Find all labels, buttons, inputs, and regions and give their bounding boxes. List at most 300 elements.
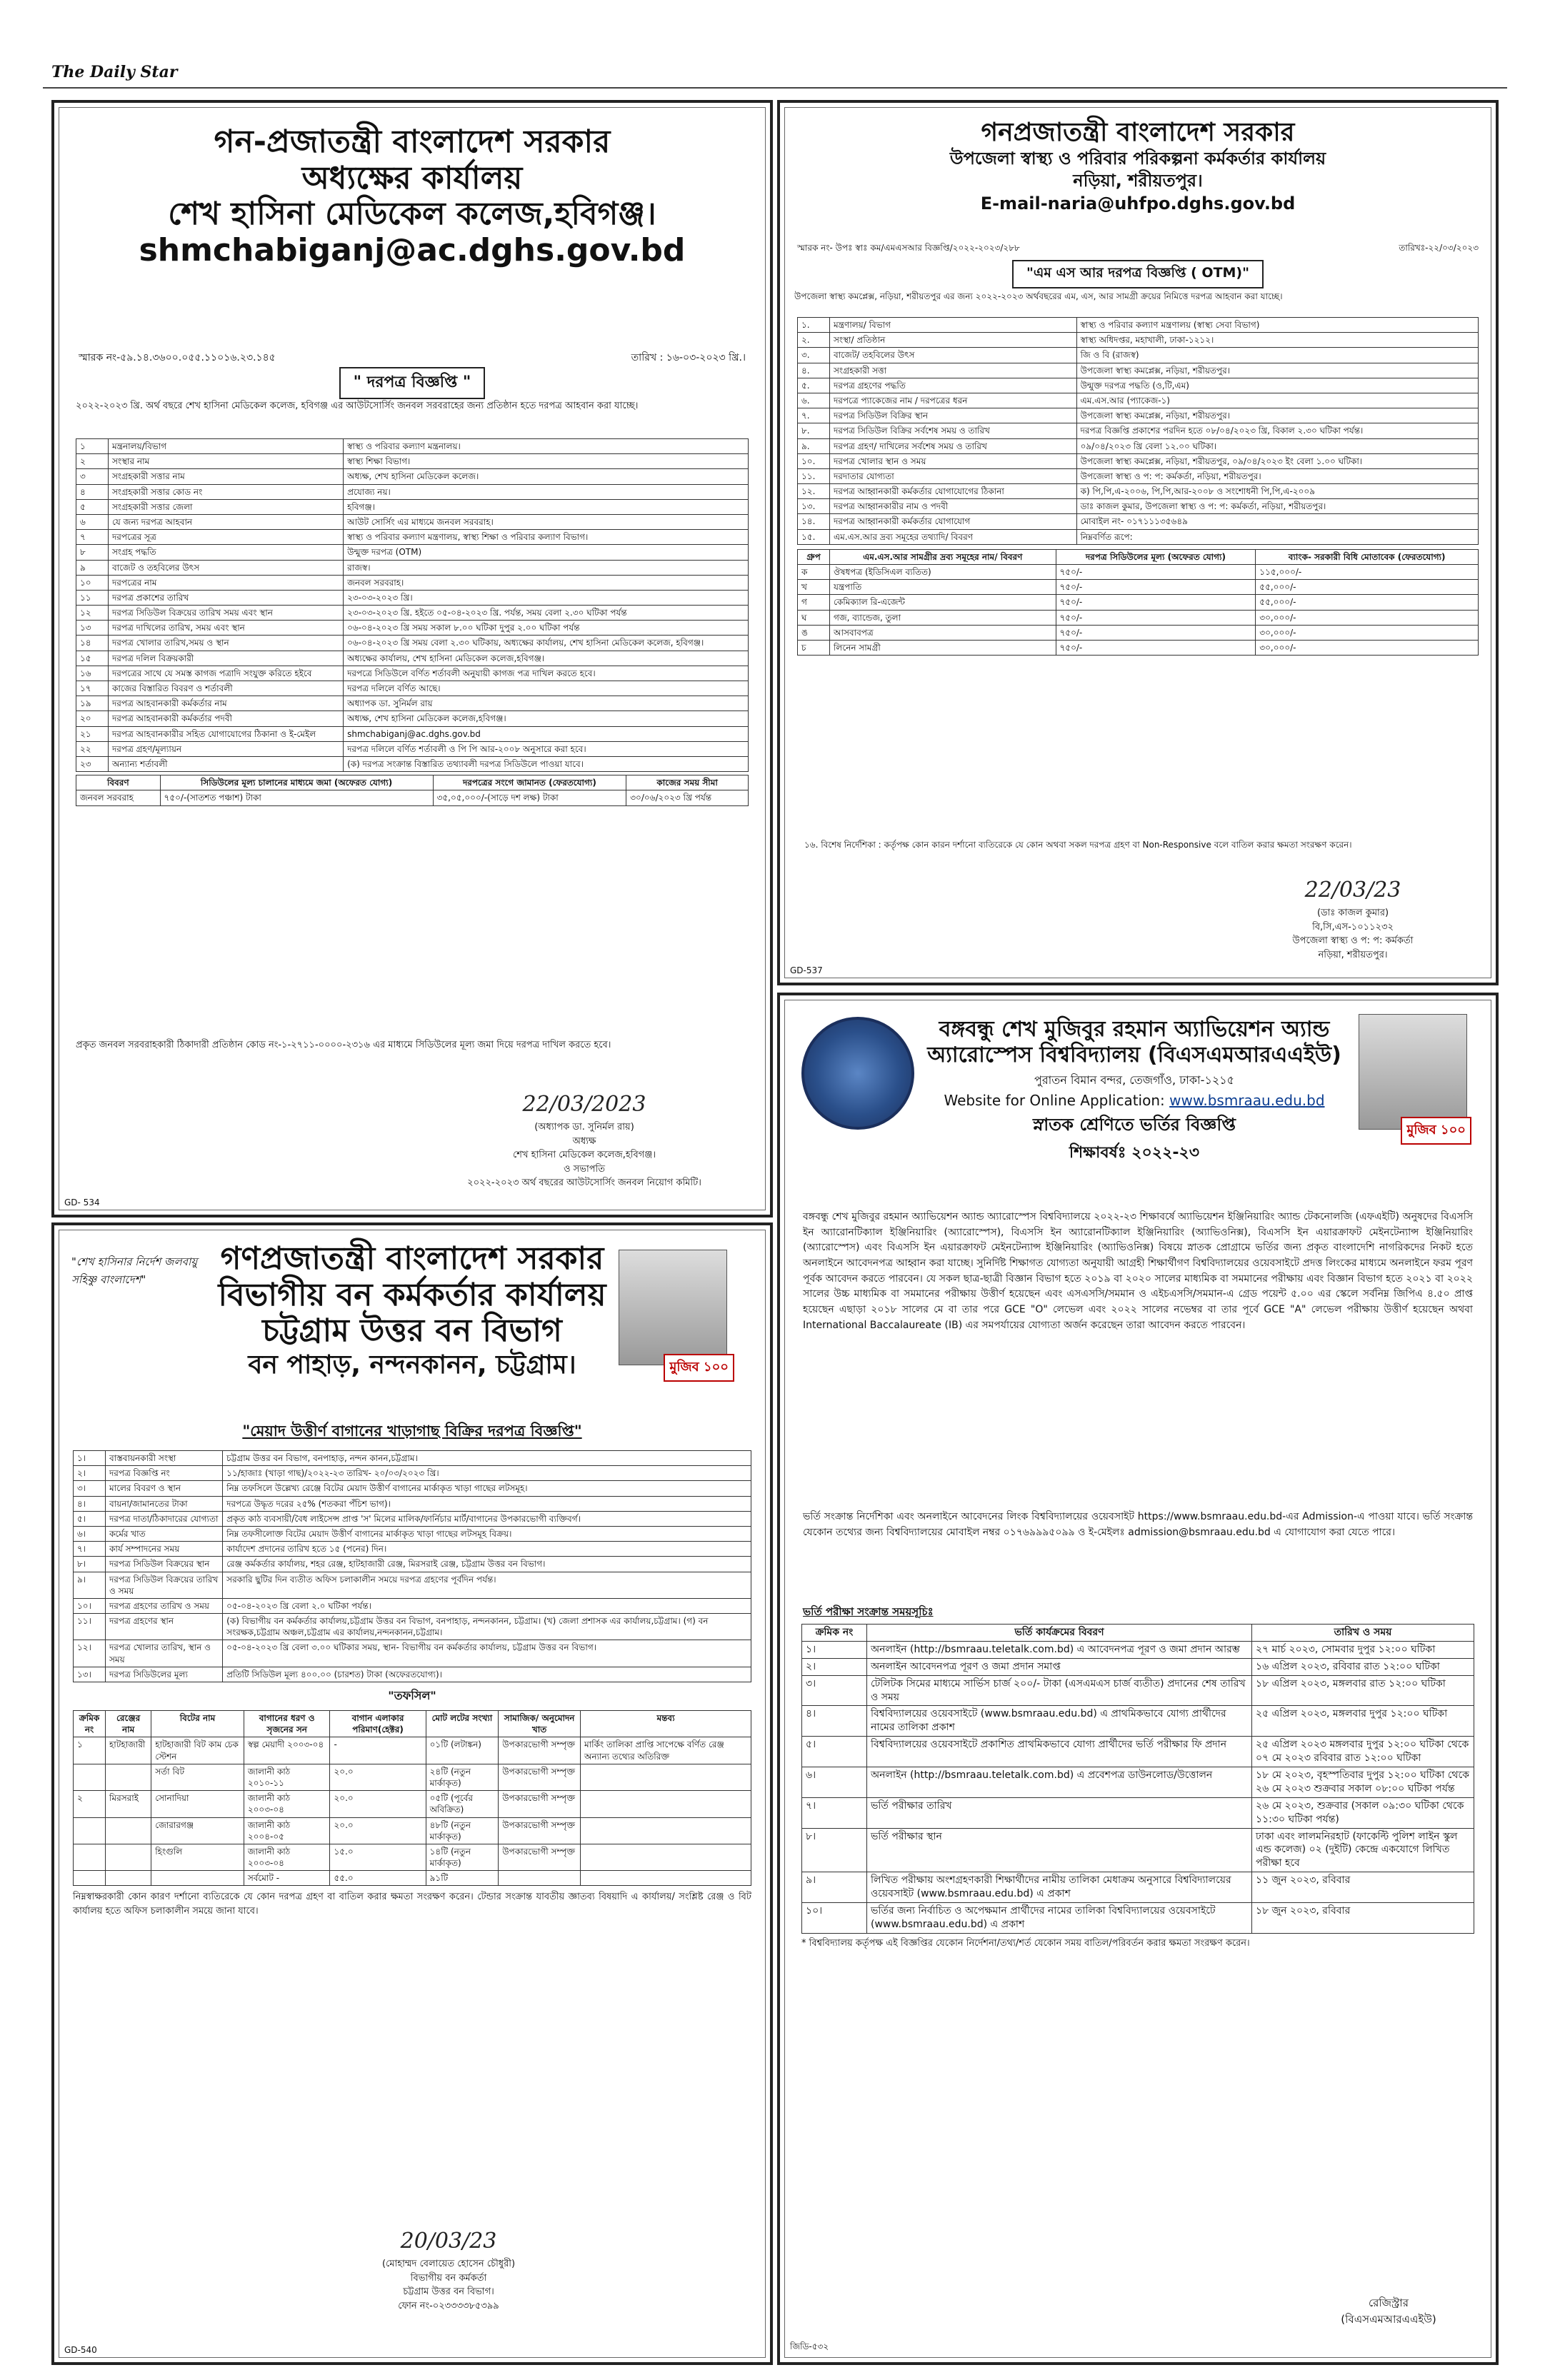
ad1-table-row-cell: দরপত্র প্রকাশের তারিখ (109, 590, 344, 605)
ad2-table-row-cell: ৮. (798, 423, 830, 438)
ad1-signature-line: (অধ্যাপক ডা. সুনির্মল রায়) (534, 1122, 634, 1133)
ad3-table-row (74, 1667, 751, 1682)
ad2-table-row-cell: দরপত্র সিডিউল বিক্রির স্থান (830, 408, 1077, 423)
ad2-intro: উপজেলা স্বাস্থ্য কমপ্লেক্স, নড়িয়া, শরীয়তপুর এর জন্য ২০২২-২০২৩ অর্থবছরের এম, এস, আর সামগ্রী ক্রয়ের নিমিত্তে দরপত্র আহবান করা যাচ্ছে। (794, 291, 1283, 301)
ad4-schedule-row-cell: ১৮ এপ্রিল ২০২৩, মঙ্গলবার রাত ১২:০০ ঘটিকা (1252, 1675, 1474, 1706)
ad3-table-row-cell: সরকারি ছুটির দিন ব্যতীত অফিস চলাকালীন সময়ে দরপত্র গ্রহণের পূর্বদিন পর্যন্ত। (223, 1572, 751, 1598)
ad2-items-table (797, 549, 1479, 656)
ad1-table-row-cell: ৮ (76, 545, 109, 560)
ad3-schedule-head: মন্তব্য (581, 1711, 751, 1737)
ad1-table-row-cell: দরপত্র খোলার তারিখ,সময় ও স্থান (109, 636, 344, 651)
ad3-schedule-row-cell: জালানী কাঠ ২০১০-১১ (244, 1764, 330, 1790)
ad4-schedule-row-cell: ভর্তি পরীক্ষার তারিখ (867, 1797, 1252, 1828)
ad2-signature-line: (ডাঃ কাজল কুমার) (1316, 908, 1389, 918)
ad1-details-table (76, 438, 749, 772)
ad4-schedule-row-cell: ২৬ মে ২০২৩, শুক্রবার (সকাল ০৯:৩০ ঘটিকা থেকে ১১:৩০ ঘটিকা পর্যন্ত) (1252, 1797, 1474, 1828)
ad1-table-row (76, 439, 749, 454)
ad1-fee-head: বিবরণ (76, 775, 161, 790)
ad2-items-row (798, 565, 1479, 580)
ad3-table-row-cell: ৮। (74, 1557, 106, 1572)
ad1-table-row (76, 726, 749, 741)
ad3-schedule-row-cell: ২০.০ (330, 1817, 426, 1844)
ad1-table-row-cell: মন্ত্রনালয়/বিভাগ (109, 439, 344, 454)
ad3-schedule-row-cell (499, 1871, 581, 1886)
ad1-table-row (76, 469, 749, 484)
ad3-schedule-row-cell: ২০.০ (330, 1791, 426, 1817)
ad3-schedule-row-cell: জোরারগঞ্জ (151, 1817, 244, 1844)
ad1-table-row-cell: ৭ (76, 530, 109, 545)
ad1-table-row-cell: ০৬-০৪-২০২৩ খ্রি সময় বেলা ২.৩০ ঘটিকায়, অধ্যক্ষের কার্যালয়, শেখ হাসিনা মেডিকেল কলেজ, হবিগঞ্জ। (344, 636, 749, 651)
ad1-signature-line: ২০২২-২০২৩ অর্থ বছরের আউটসোর্সিং জনবল নিয়োগ কমিটি। (467, 1178, 701, 1188)
ad3-schedule-row-cell (581, 1791, 751, 1817)
ad3-schedule-row-cell (106, 1764, 151, 1790)
ad1-table-row-cell: রাজস্ব। (344, 560, 749, 575)
ad2-table-row-cell: ৯. (798, 438, 830, 453)
ad1-table-row-cell: প্রযোজ্য নয়। (344, 484, 749, 499)
ad3-schedule-row-cell: ২ (74, 1791, 106, 1817)
ad1-table-row (76, 711, 749, 726)
ad2-items-row-cell: গজ, ব্যান্ডেজ, তুলা (830, 610, 1056, 625)
ad2-signature-line: নড়িয়া, শরীয়তপুর। (1318, 949, 1388, 960)
ad1-table-row-cell: ১৭ (76, 681, 109, 696)
ad1-table-row-cell: (ক) দরপত্র সংক্রান্ত বিস্তারিত তথ্যাবলী দরপত্র সিডিউলে পাওয়া যাবে। (344, 756, 749, 771)
ad3-schedule-head: সামাজিক/ অনুমোদন খাত (499, 1711, 581, 1737)
university-seal (801, 1017, 914, 1130)
ad1-date: তারিখ : ১৬-০৩-২০২৩ খ্রি.। (631, 352, 746, 363)
ad2-note: ১৬. বিশেষ নির্দেশিকা : কর্তৃপক্ষ কোন কারন দর্শানো ব্যতিরেকে যে কোন অথবা সকল দরপত্র গ্রহণ বা Non-Responsive বলে বাতিল করার ক্ষমতা সংরক্ষণ করেন। (804, 840, 1352, 850)
ad2-table-row-cell: দরপত্র আহ্বানকারী কর্মকর্তার যোগাযোগ (830, 514, 1077, 529)
ad3-table-row-cell: ১৩। (74, 1667, 106, 1682)
ad2-items-head: দরপত্র সিডিউলের মূল্য (অফেরত যোগ্য) (1056, 549, 1256, 564)
ad2-table-row-cell: দরপত্র খোলার স্থান ও সময় (830, 453, 1077, 468)
ad2-table-row-cell: ৫. (798, 378, 830, 393)
ad3-table-row (74, 1466, 751, 1481)
ad3-schedule-row-cell: ০৫টি (পূর্বের অবিক্রিত) (426, 1791, 499, 1817)
ad2-items-row-cell: চ (798, 640, 830, 655)
ad2-items-row-cell: ৭৫০/- (1056, 640, 1256, 655)
ad1-table-row-cell: জনবল সরবরাহ। (344, 575, 749, 590)
ad4-schedule-row-cell: লিখিত পরীক্ষায় অংশগ্রহণকারী শিক্ষার্থীদের নামীয় তালিকা মেধাক্রম অনুসারে বিশ্ববিদ্যালয়ের ওয়েবসাইট (www.bsmraau.edu.bd) এ প্রকাশ (867, 1872, 1252, 1903)
ad4-schedule-row-cell: ১। (802, 1641, 867, 1658)
ad1-table-row-cell: ১২ (76, 606, 109, 621)
ad3-table-row-cell: দরপত্র গ্রহণের তারিখ ও সময় (106, 1598, 223, 1613)
ad2-table-row-cell: দরপত্র আহ্বানকারীর নাম ও পদবী (830, 499, 1077, 514)
ad3-schedule-head: বাগানের ধরণ ও সৃজনের সন (244, 1711, 330, 1737)
ad1-table-row-cell: দরপত্রের সাথে যে সমস্ত কাগজ পত্রাদি সংযুক্ত করিতে হইবে (109, 666, 344, 681)
ad3-table-row-cell: বায়না/জামানতের টাকা (106, 1496, 223, 1511)
ad4-schedule-head: ক্রমিক নং (802, 1625, 867, 1642)
ad4-schedule-row-cell: বিশ্ববিদ্যালয়ের ওয়েবসাইটে (www.bsmraau.edu.bd) এ প্রাথমিকভাবে যোগ্য প্রার্থীদের নামের তালিকা প্রকাশ (867, 1706, 1252, 1737)
ad3-schedule-row-cell: উপকারভোগী সম্পৃক্ত (499, 1791, 581, 1817)
ad2-table-row-cell: ১. (798, 318, 830, 333)
ad4-schedule-row-cell: ২৫ এপ্রিল ২০২৩, মঙ্গলবার দুপুর ১২:০০ ঘটিকা (1252, 1706, 1474, 1737)
ad3-schedule-row-cell: সোনাদিয়া (151, 1791, 244, 1817)
ad3-table-row-cell: দরপত্র খোলার তারিখ, স্থান ও সময় (106, 1640, 223, 1667)
ad2-table-row (798, 318, 1479, 333)
ad3-schedule-row-cell: উপকারভোগী সম্পৃক্ত (499, 1737, 581, 1764)
ad1-table-row-cell: বাজেট ও তহবিলের উৎস (109, 560, 344, 575)
ad2-table-row (798, 378, 1479, 393)
ad1-table-row (76, 681, 749, 696)
ad1-footer: প্রকৃত জনবল সরবরাহকারী ঠিকাদারী প্রতিষ্ঠান কোড নং-১-২৭১১-০০০০-২৩১৬ এর মাধ্যমে সিডিউলের মূল্য জমা দিয়ে দরপত্র দাখিল করতে হবে। (76, 1040, 611, 1050)
ad3-table-row (74, 1598, 751, 1613)
ad2-date: তারিখঃ-২২/০৩/২০২৩ (1399, 243, 1479, 253)
ad3-table-row-cell: ৪। (74, 1496, 106, 1511)
ad3-table-row (74, 1511, 751, 1526)
ad1-table-row-cell: স্বাস্থ্য ও পরিবার কল্যাণ মন্ত্রণালয়, স্বাস্থ্য শিক্ষা ও পরিবার কল্যাণ বিভাগ। (344, 530, 749, 545)
ad3-table-row-cell: কার্য সম্পাদনের সময় (106, 1542, 223, 1557)
ad3-schedule-row (74, 1817, 751, 1844)
ad1-table-row-cell: ৬ (76, 514, 109, 529)
ad4-website-link[interactable]: www.bsmraau.edu.bd (1169, 1092, 1325, 1109)
ad3-signature-line: বিভাগীয় বন কর্মকর্তা (410, 2272, 487, 2284)
ad2-table-row-cell: দরপত্র গ্রহণের পদ্ধতি (830, 378, 1077, 393)
ad2-heading-email[interactable]: E-mail-naria@uhfpo.dghs.gov.bd (980, 193, 1296, 214)
ad3-table-row (74, 1481, 751, 1496)
ad3-schedule-row-cell: সর্তা বিট (151, 1764, 244, 1790)
ad1-fee-cell: জনবল সরবরাহ (76, 790, 161, 805)
ad3-schedule-row-cell: জালানী কাঠ ২০০৩-০৪ (244, 1791, 330, 1817)
ad2-items-row-cell: ঙ (798, 625, 830, 640)
ad1-table-row-cell: কাজের বিস্তারিত বিবরণ ও শর্তাবলী (109, 681, 344, 696)
ad3-table-row-cell: রেঞ্জ কর্মকর্তার কার্যালয়, শহর রেঞ্জ, হাটহাজারী রেঞ্জ, মিরসরাই রেঞ্জ, চট্টগ্রাম উত্তর বন বিভাগ। (223, 1557, 751, 1572)
ad3-table-row-cell: দরপত্রে উদ্ধৃত দরের ২৫% (শতকরা পঁচিশ ভাগ)। (223, 1496, 751, 1511)
ad3-schedule-row-cell: ৯১টি (426, 1871, 499, 1886)
ad2-table-row (798, 453, 1479, 468)
ad3-schedule-row-cell: ১ (74, 1737, 106, 1764)
ad4-session: শিক্ষাবর্ষঃ ২০২২-২৩ (1069, 1144, 1200, 1162)
ad1-heading-email[interactable]: shmchabiganj@ac.dghs.gov.bd (139, 231, 686, 268)
ad3-mujib-100-badge: মুজিব ১০০ (664, 1354, 734, 1382)
ad3-schedule-row (74, 1764, 751, 1790)
ad2-items-row-cell: ১১৫,০০০/- (1256, 565, 1479, 580)
ad1-table-row-cell: ২১ (76, 726, 109, 741)
ad1-table-row-cell: ৪ (76, 484, 109, 499)
ad3-table-row-cell: দরপত্র সিডিউলের মূল্য (106, 1667, 223, 1682)
ad3-details-table (73, 1450, 751, 1682)
ad4-footnote: * বিশ্ববিদ্যালয় কর্তৃপক্ষ এই বিজ্ঞপ্তির যেকোন নির্দেশনা/তথ্য/শর্ত যেকোন সময় বাতিল/পরিবর্তন করার ক্ষমতা সংরক্ষণ করেন। (801, 1937, 1250, 1949)
ad2-table-row (798, 438, 1479, 453)
ad3-signature-line: ফোন নং-০২৩৩৩৩৮৫৩৯৯ (398, 2300, 499, 2311)
ad1-table-row-cell: স্বাস্থ্য ও পরিবার কল্যাণ মন্ত্রনালয়। (344, 439, 749, 454)
ad1-table-row-cell: ১৫ (76, 651, 109, 666)
ad2-table-row-cell: উপজেলা স্বাস্থ্য কমপ্লেক্স, নড়িয়া, শরীয়তপুর। (1076, 408, 1478, 423)
ad3-notice-title: "মেয়াদ উত্তীর্ণ বাগানের খাড়াগাছ বিক্রির দরপত্র বিজ্ঞপ্তি" (242, 1422, 582, 1440)
ad3-schedule-row-cell: উপকারভোগী সম্পৃক্ত (499, 1844, 581, 1870)
ad3-schedule-table (73, 1710, 751, 1886)
ad1-table-row-cell: সংগ্রহকারী সত্তার কোড নং (109, 484, 344, 499)
ad2-items-head: গ্রুপ (798, 549, 830, 564)
ad1-fee-table (76, 775, 749, 805)
ad4-schedule-row (802, 1675, 1474, 1706)
ad1-table-row (76, 590, 749, 605)
ad3-schedule-row-cell: - (330, 1737, 426, 1764)
ad2-table-row-cell: ১১. (798, 468, 830, 483)
ad2-heading-office: উপজেলা স্বাস্থ্য ও পরিবার পরিকল্পনা কর্মকর্তার কার্যালয় (949, 149, 1326, 169)
ad4-schedule-row-cell: ভর্তির জন্য নির্বাচিত ও অপেক্ষমান প্রার্থীদের নামের তালিকা বিশ্ববিদ্যালয়ের ওয়েবসাইটে (www.bsmraau.edu.bd) এ প্রকাশ (867, 1903, 1252, 1934)
ad1-table-row-cell: ২ (76, 454, 109, 469)
ad1-table-row-cell: অধ্যক্ষের কার্যালয়, শেখ হাসিনা মেডিকেল কলেজ,হবিগঞ্জ। (344, 651, 749, 666)
ad3-gd-code: GD-540 (64, 2345, 97, 2355)
ad1-table-row (76, 651, 749, 666)
ad3-schedule-row-cell (106, 1844, 151, 1870)
ad3-schedule-row-cell (581, 1871, 751, 1886)
ad1-table-row-cell: ১৩ (76, 621, 109, 636)
ad3-table-row (74, 1526, 751, 1541)
ad4-mujib-100-badge: মুজিব ১০০ (1401, 1117, 1471, 1145)
ad4-schedule-row-cell: ৫। (802, 1737, 867, 1767)
ad4-schedule-row-cell: টেলিটক সিমের মাধ্যমে সার্ভিস চার্জ ২০০/- টাকা (এসএমএস চার্জ ব্যতীত) প্রদানের শেষ তারিখ ও সময় (867, 1675, 1252, 1706)
ad1-table-row-cell: ২২ (76, 741, 109, 756)
ad3-schedule-row-cell: ২৪টি (নতুন মার্কাকৃত) (426, 1764, 499, 1790)
ad1-signature-line: ও সভাপতি (563, 1163, 606, 1175)
ad4-website-line (916, 1092, 1353, 1109)
ad2-items-head: এম.এস.আর সামগ্রীর দ্রব্য সমূহের নাম/ বিবরণ (830, 549, 1056, 564)
ad4-schedule-row (802, 1828, 1474, 1872)
ad3-table-row-cell: ৭। (74, 1542, 106, 1557)
ad2-items-row-cell: ৫৫,০০০/- (1256, 580, 1479, 595)
ad4-schedule-row (802, 1767, 1474, 1798)
ad1-signature-scribble: 22/03/2023 (522, 1092, 646, 1117)
ad1-fee-cell: ৩৫,০৫,০০০/-(সাড়ে দশ লক্ষ) টাকা (433, 790, 626, 805)
masthead-rule (43, 87, 1507, 89)
ad2-items-row (798, 595, 1479, 610)
ad1-table-row (76, 636, 749, 651)
ad-medical-college-tender (51, 100, 773, 1217)
ad1-table-row-cell: হবিগঞ্জ। (344, 499, 749, 514)
ad2-items-head: ব্যাংক- সরকারী বিধি মোতাবেক (ফেরতযোগ্য) (1256, 549, 1479, 564)
ad3-signature-block (327, 2225, 570, 2313)
ad3-table-row-cell: কর্মের খাত (106, 1526, 223, 1541)
ad3-table-row-cell: ১১। (74, 1614, 106, 1640)
ad1-table-row-cell: অন্যান্য শর্তাবলী (109, 756, 344, 771)
ad2-table-row-cell: ১২. (798, 484, 830, 499)
ad3-table-row (74, 1640, 751, 1667)
ad4-schedule-row (802, 1797, 1474, 1828)
ad2-table-row-cell: ০৯/০৪/২০২৩ খ্রি বেলা ১২.০০ ঘটিকা। (1076, 438, 1478, 453)
ad2-items-row-cell: ৩০,০০০/- (1256, 610, 1479, 625)
ad2-table-row-cell: ক) পি,পি,এ-২০০৬, পি,পি,আর-২০০৮ ও সংশোধনী পি,পি,এ-২০০৯ (1076, 484, 1478, 499)
ad3-table-row-cell: চট্টগ্রাম উত্তর বন বিভাগ, বনপাহাড়, নন্দন কানন,চট্টগ্রাম। (223, 1451, 751, 1466)
ad3-table-row-cell: দরপত্র দাতা/ঠিকাদারের যোগ্যতা (106, 1511, 223, 1526)
ad4-subtitle: স্নাতক শ্রেণিতে ভর্তির বিজ্ঞপ্তি (1033, 1115, 1236, 1135)
ad4-schedule-head: ভর্তি কার্যক্রমের বিবরণ (867, 1625, 1252, 1642)
ad2-items-row-cell: ৭৫০/- (1056, 595, 1256, 610)
ad2-table-row-cell: উন্মুক্ত দরপত্র পদ্ধতি (ও,টি,এম) (1076, 378, 1478, 393)
ad3-table-row (74, 1557, 751, 1572)
ad2-items-row-cell: ৫৫,০০০/- (1256, 595, 1479, 610)
ad2-heading-govt: গনপ্রজাতন্ত্রী বাংলাদেশ সরকার (981, 118, 1295, 147)
ad4-website-label: Website for Online Application: (944, 1092, 1170, 1109)
ad4-gd-code: জিডি-৫৩২ (790, 2341, 829, 2351)
ad3-table-row-cell: প্রকৃত কাঠ ব্যবসায়ী/বৈধ লাইসেন্স প্রাপ্ত 'স' মিলের মালিক/ফার্নিচার মার্ট/বাগানের উপকারভোগী ব্যক্তিবর্গ। (223, 1511, 751, 1526)
ad2-table-row-cell: দরপত্র গ্রহণ/ দাখিলের সর্বশেষ সময় ও তারিখ (830, 438, 1077, 453)
ad3-schedule-row (74, 1791, 751, 1817)
ad4-schedule-row-cell: ১০। (802, 1903, 867, 1934)
ad2-table-row (798, 408, 1479, 423)
ad3-schedule-row-cell (106, 1871, 151, 1886)
ad3-signature-line: চট্টগ্রাম উত্তর বন বিভাগ। (403, 2286, 494, 2297)
ad3-table-row-cell: ১। (74, 1451, 106, 1466)
ad3-schedule-row-cell: ২০.০ (330, 1764, 426, 1790)
ad3-table-row (74, 1496, 751, 1511)
ad3-schedule-row-cell: ১৪টি (নতুন মার্কাকৃত) (426, 1844, 499, 1870)
ad3-table-row-cell: দরপত্র গ্রহণের স্থান (106, 1614, 223, 1640)
ad4-schedule-row-cell: ৩। (802, 1675, 867, 1706)
ad1-table-row-cell: আউট সোর্সিং এর মাধ্যমে জনবল সরবরাহ। (344, 514, 749, 529)
ad2-table-row-cell: জি ও বি (রাজস্ব) (1076, 348, 1478, 363)
portrait-photo (1359, 1014, 1467, 1130)
ad1-table-row-cell: ১ (76, 439, 109, 454)
ad1-table-row-cell: দরপত্র দলিলে বর্ণিত আছে। (344, 681, 749, 696)
ad4-body-eligibility: বঙ্গবন্ধু শেখ মুজিবুর রহমান অ্যাভিয়েশন অ্যান্ড অ্যারোস্পেস বিশ্ববিদ্যালয়ে ২০২২-২৩ শিক্ষাবর্ষে অ্যাভিয়েশন ইঞ্জিনিয়ারিং অ্যান্ড টেকনোলজি (এফএইটি) অনুষদের বিএসসি ইন অ্যারোনটিক্যাল ইঞ্জিনিয়ারিং (অ্যারোস্পেস), বিএসসি ইন অ্যারোনটিক্যাল ইঞ্জিনিয়ারিং (অ্যাভিওনিক্স), বিএসসি ইন এয়ারক্রাফট মেইনটেন্যান্স ইঞ্জিনিয়ারিং (অ্যারোস্পেস) এবং বিএসসি ইন এয়ারক্রাফট মেইনটেন্যান্স ইঞ্জিনিয়ারিং (অ্যাভিওনিক্স) বিষয়ে স্নাতক প্রোগ্রামে ভর্তির জন্য প্রকৃত বাংলাদেশি নাগরিকদের নিকট হতে অনলাইনে আবেদনপত্র আহ্বান করা যাচ্ছে। সুনির্দিষ্ট শিক্ষাগত যোগ্যতা অনুযায়ী আগ্রহী শিক্ষার্থীগণ বিশ্ববিদ্যালয়ের ওয়েবসাইটে প্রদত্ত লিংকের মাধ্যমে অনলাইনে ফরম পূরণ পূর্বক আবেদন করতে পারবেন। যে সকল ছাত্র-ছাত্রী বিজ্ঞান বিভাগ হতে ২০১৯ বা ২০২০ সালের মাধ্যমিক বা সমমানের পরীক্ষায় এবং বিজ্ঞান বিভাগ হতে ২০২১ বা ২০২২ সালের উচ্চ মাধ্যমিক বা সমমানের পরীক্ষায় উত্তীর্ণ হয়েছেন এবং এসএসসি/সমমান ও এইচএসসি/সমমান-এ গ্রেড পয়েন্ট ৫.০০ এর স্কেলে সর্বনিম্ন জিপিএ ৪.৫০ প্রাপ্ত হয়েছেন এছাড়া ২০১৮ সালের মে বা তার পরে GCE "O" লেভেল এবং ২০২২ সালের নভেম্বর বা তার পূর্বে GCE "A" লেভেল পরীক্ষায় উত্তীর্ণ হয়েছেন অথবা International Baccalaureate (IB) এর সমপর্যায়ের যোগ্যতা অর্জন করেছেন তারা আবেদন করতে পারবেন। (803, 1211, 1473, 1331)
ad1-table-row-cell: যে জন্য দরপত্র আহবান (109, 514, 344, 529)
ad4-schedule-title: ভর্তি পরীক্ষা সংক্রান্ত সময়সূচিঃ (803, 1605, 934, 1618)
ad2-table-row (798, 514, 1479, 529)
ad2-items-row (798, 580, 1479, 595)
ad4-body-contact: ভর্তি সংক্রান্ত নির্দেশিকা এবং অনলাইনে আবেদনের লিংক বিশ্ববিদ্যালয়ের ওয়েবসাইট https://www.bsmraau.edu.bd-এর Admission-এ পাওয়া যাবে। ভর্তি সংক্রান্ত যেকোন তথ্যের জন্য বিশ্ববিদ্যালয়ের মোবাইল নম্বর ০১৭৬৯৯৯৫০৯৯ ও ই-মেইলঃ admission@bsmraau.edu.bd এ যোগাযোগ করা যেতে পারে। (803, 1511, 1473, 1538)
ad3-table-row-cell: দরপত্র সিডিউল বিক্রয়ের স্থান (106, 1557, 223, 1572)
ad2-items-row-cell: যন্ত্রপাতি (830, 580, 1056, 595)
ad1-heading-govt: গন-প্রজাতন্ত্রী বাংলাদেশ সরকার (214, 124, 611, 160)
ad2-table-row-cell: সংস্থা/ প্রতিষ্ঠান (830, 333, 1077, 348)
ad2-table-row-cell: ১৩. (798, 499, 830, 514)
ad2-table-row (798, 499, 1479, 514)
ad3-table-row-cell: কার্যাদেশ প্রদানের তারিখ হতে ১৫ (পনের) দিন। (223, 1542, 751, 1557)
ad1-table-row-cell: দরপত্র দলিলে বর্ণিত শর্তাবলী ও পি পি আর-২০০৮ অনুসারে করা হবে। (344, 741, 749, 756)
ad4-schedule-row-cell: ১৮ মে ২০২৩, বৃহস্পতিবার দুপুর ১২:০০ ঘটিকা থেকে ২৬ মে ২০২৩ শুক্রবার সকাল ০৮:০০ ঘটিকা পর্যন্ত (1252, 1767, 1474, 1798)
ad3-schedule-row (74, 1737, 751, 1764)
ad1-table-row-cell: ২৩-০৩-২০২৩ খ্রি। (344, 590, 749, 605)
ad4-schedule-row-cell: ৪। (802, 1706, 867, 1737)
ad2-items-row-cell: কেমিক্যাল রি-এজেন্ট (830, 595, 1056, 610)
ad4-schedule-row-cell: ১৮ জুন ২০২৩, রবিবার (1252, 1903, 1474, 1934)
ad4-signature-block (1310, 2295, 1467, 2327)
ad1-fee-head: দরপত্রের সংগে জামানত (ফেরতযোগ্য) (433, 775, 626, 790)
ad1-table-row-cell: দরপত্র আহবানকারী কর্মকর্তার পদবী (109, 711, 344, 726)
ad2-table-row-cell: স্বাস্থ্য ও পরিবার কল্যাণ মন্ত্রণালয় (স্বাস্থ্য সেবা বিভাগ) (1076, 318, 1478, 333)
ad1-table-row-cell: ১১ (76, 590, 109, 605)
ad1-table-row-cell: ১০ (76, 575, 109, 590)
ad1-table-row-cell: দরপত্রে সিডিউলে বর্ণিত শর্তাবলী অনুযায়ী কাগজ পত্র দাখিল করতে হবে। (344, 666, 749, 681)
ad2-signature-block (1239, 874, 1467, 962)
ad1-table-row (76, 454, 749, 469)
ad3-schedule-title: "তফসিল" (388, 1689, 436, 1702)
ad2-table-row-cell: উপজেলা স্বাস্থ্য ও প: প: কর্মকর্তা, নড়িয়া, শরীয়তপুর। (1076, 468, 1478, 483)
ad2-items-row-cell: ৩০,০০০/- (1256, 625, 1479, 640)
ad2-items-row (798, 640, 1479, 655)
ad1-table-row (76, 545, 749, 560)
ad4-schedule-row-cell: ২৫ এপ্রিল ২০২৩ মঙ্গলবার দুপুর ১২:০০ ঘটিকা থেকে ০৭ মে ২০২৩ রবিবার রাত ১২:০০ ঘটিকা (1252, 1737, 1474, 1767)
ad2-table-row (798, 393, 1479, 408)
ad2-items-row-cell: ঔষধপত্র (ইডিসিএল ব্যতিত) (830, 565, 1056, 580)
ad1-table-row-cell: সংগ্রহ পদ্ধতি (109, 545, 344, 560)
ad3-table-row-cell: ৫। (74, 1511, 106, 1526)
ad3-table-row (74, 1572, 751, 1598)
ad2-items-row-cell: ৭৫০/- (1056, 580, 1256, 595)
ad2-items-row-cell: লিনেন সামগ্রী (830, 640, 1056, 655)
ad2-table-row-cell: নিম্নবর্ণিত রূপে: (1076, 529, 1478, 544)
ad3-signature-line: (মোহাম্মদ বেলায়েত হোসেন চৌধুরী) (381, 2259, 516, 2269)
ad1-table-row-cell: ১৪ (76, 636, 109, 651)
ad2-table-row-cell: ১৫. (798, 529, 830, 544)
ad3-schedule-row-cell: সর্বমোট - (244, 1871, 330, 1886)
ad3-table-row-cell: প্রতিটি সিডিউল মূল্য ৪০০.০০ (চারশত) টাকা (অফেরতযোগ্য)। (223, 1667, 751, 1682)
ad1-signature-line: শেখ হাসিনা মেডিকেল কলেজ,হবিগঞ্জ। (513, 1150, 656, 1160)
ad3-schedule-head: মোট লটের সংখ্যা (426, 1711, 499, 1737)
ad1-table-row (76, 499, 749, 514)
ad3-footer: নিম্নস্বাক্ষরকারী কোন কারণ দর্শানো ব্যতিরেকে যে কোন দরপত্র গ্রহণ বা বাতিল করার ক্ষমতা সংরক্ষণ করেন। টেন্ডার সংক্রান্ত যাবতীয় জ্ঞাতব্য বিষয়াদি এ কার্যালয়/ সংশ্লিষ্ট রেঞ্জ ও বিট কার্যালয় হতে অফিস চলাকালীন সময়ে জানা যাবে। (73, 1892, 751, 1917)
ad1-table-row-cell: ৯ (76, 560, 109, 575)
ad3-schedule-row-cell (151, 1871, 244, 1886)
ad-bsmraau-admission (777, 993, 1499, 2365)
ad4-schedule-row-cell: ৯। (802, 1872, 867, 1903)
ad3-schedule-row (74, 1871, 751, 1886)
ad3-table-row-cell: ১২। (74, 1640, 106, 1667)
newspaper-masthead: The Daily Star (51, 63, 178, 81)
ad4-schedule-row-cell: ১৬ এপ্রিল ২০২৩, রবিবার রাত ১২:০০ ঘটিকা (1252, 1658, 1474, 1675)
ad4-schedule-row-cell: ৬। (802, 1767, 867, 1798)
ad2-table-row-cell: এম.এস.আর (প্যাকেজ-১) (1076, 393, 1478, 408)
ad2-table-row-cell: ১০. (798, 453, 830, 468)
ad1-table-row-cell: ২০ (76, 711, 109, 726)
ad1-table-row-cell: দরপত্র আহবানকারী কর্মকর্তার নাম (109, 696, 344, 711)
ad2-table-row-cell: এম.এস.আর দ্রব্য সমূহের তথ্যাদি/ বিবরণ (830, 529, 1077, 544)
ad4-schedule-row-cell: ৮। (802, 1828, 867, 1872)
ad1-table-row-cell: অধ্যাপক ডা. সুনির্মল রায় (344, 696, 749, 711)
ad3-table-row-cell: ০৫-০৪-২০২৩ খ্রি বেলা ২.০ ঘটিকা পর্যন্ত। (223, 1598, 751, 1613)
ad2-heading-location: নড়িয়া, শরীয়তপুর। (1073, 171, 1203, 191)
ad4-schedule-row (802, 1903, 1474, 1934)
ad2-table-row (798, 423, 1479, 438)
ad1-table-row (76, 756, 749, 771)
ad1-table-row-cell: অধ্যক্ষ, শেখ হাসিনা মেডিকেল কলেজ,হবিগঞ্জ। (344, 711, 749, 726)
ad4-schedule-row (802, 1737, 1474, 1767)
ad3-schedule-row-cell: জালানী কাঠ ২০০৩-০৪ (244, 1844, 330, 1870)
ad2-gd-code: GD-537 (790, 965, 823, 975)
ad2-table-row-cell: উপজেলা স্বাস্থ্য কমপ্লেক্স, নড়িয়া, শরীয়তপুর। (1076, 363, 1478, 378)
ad4-schedule-row (802, 1641, 1474, 1658)
ad1-fee-cell: ৩০/০৬/২০২৩ খ্রি পর্যন্ত (626, 790, 749, 805)
ad2-table-row-cell: ডাঃ কাজল কুমার, উপজেলা স্বাস্থ্য ও প: প: কর্মকর্তা, নড়িয়া, শরীয়তপুর। (1076, 499, 1478, 514)
ad1-table-row-cell: উন্মুক্ত দরপত্র (OTM) (344, 545, 749, 560)
ad3-schedule-row-cell: ১৫.০ (330, 1844, 426, 1870)
ad3-schedule-row-cell: ৪৮টি (নতুন মার্কাকৃত) (426, 1817, 499, 1844)
ad4-schedule-row-cell: ২। (802, 1658, 867, 1675)
ad3-table-row-cell: নিম্ন তফসীলোক্ত বিটের মেয়াদ উত্তীর্ণ বাগানের মার্কাকৃত খাড়া গাছের লটসমূহ বিক্রয়। (223, 1526, 751, 1541)
ad1-table-row (76, 514, 749, 529)
ad1-table-row-cell: স্বাস্থ্য শিক্ষা বিভাগ। (344, 454, 749, 469)
ad3-schedule-row-cell (74, 1817, 106, 1844)
ad3-heading-govt: গণপ্রজাতন্ত্রী বাংলাদেশ সরকার (220, 1240, 604, 1277)
ad2-table-row-cell: বাজেট/ তহবিলের উৎস (830, 348, 1077, 363)
ad3-schedule-row-cell (581, 1764, 751, 1790)
ad2-table-row-cell: ৩. (798, 348, 830, 363)
ad2-table-row-cell: সংগ্রহকারী সত্তা (830, 363, 1077, 378)
ad2-table-row-cell: ২. (798, 333, 830, 348)
ad3-schedule-row-cell (74, 1871, 106, 1886)
ad1-table-row (76, 484, 749, 499)
ad1-table-row (76, 666, 749, 681)
ad2-notice-title: "এম এস আর দরপত্র বিজ্ঞপ্তি ( OTM)" (1012, 260, 1264, 288)
ad2-table-row-cell: স্বাস্থ্য অধিদপ্তর, মহাখালী, ঢাকা-১২১২। (1076, 333, 1478, 348)
ad3-table-row-cell: (ক) বিভাগীয় বন কর্মকর্তার কার্যালয়,চট্টগ্রাম উত্তর বন বিভাগ, বনপাহাড়, নন্দনকানন, চট্টগ্রাম। (খ) জেলা প্রশাসক এর কার্যালয়,চট্টগ্রাম। (গ) বন সংরক্ষক,চট্টগ্রাম অঞ্চল,চট্টগ্রাম এর কার্যালয়,নন্দনকানন,চট্টগ্রাম। (223, 1614, 751, 1640)
ad2-table-row (798, 484, 1479, 499)
ad2-memo-no: স্মারক নং- উপঃ স্বাঃ কম/এমএসআর বিজ্ঞপ্তি/২০২২-২০২৩/২৮৮ (797, 243, 1020, 253)
ad4-schedule-row-cell: অনলাইন আবেদনপত্র পূরণ ও জমা প্রদান সমাপ্ত (867, 1658, 1252, 1675)
ad1-fee-head: কাজের সময় সীমা (626, 775, 749, 790)
ad2-table-row-cell: ১৪. (798, 514, 830, 529)
